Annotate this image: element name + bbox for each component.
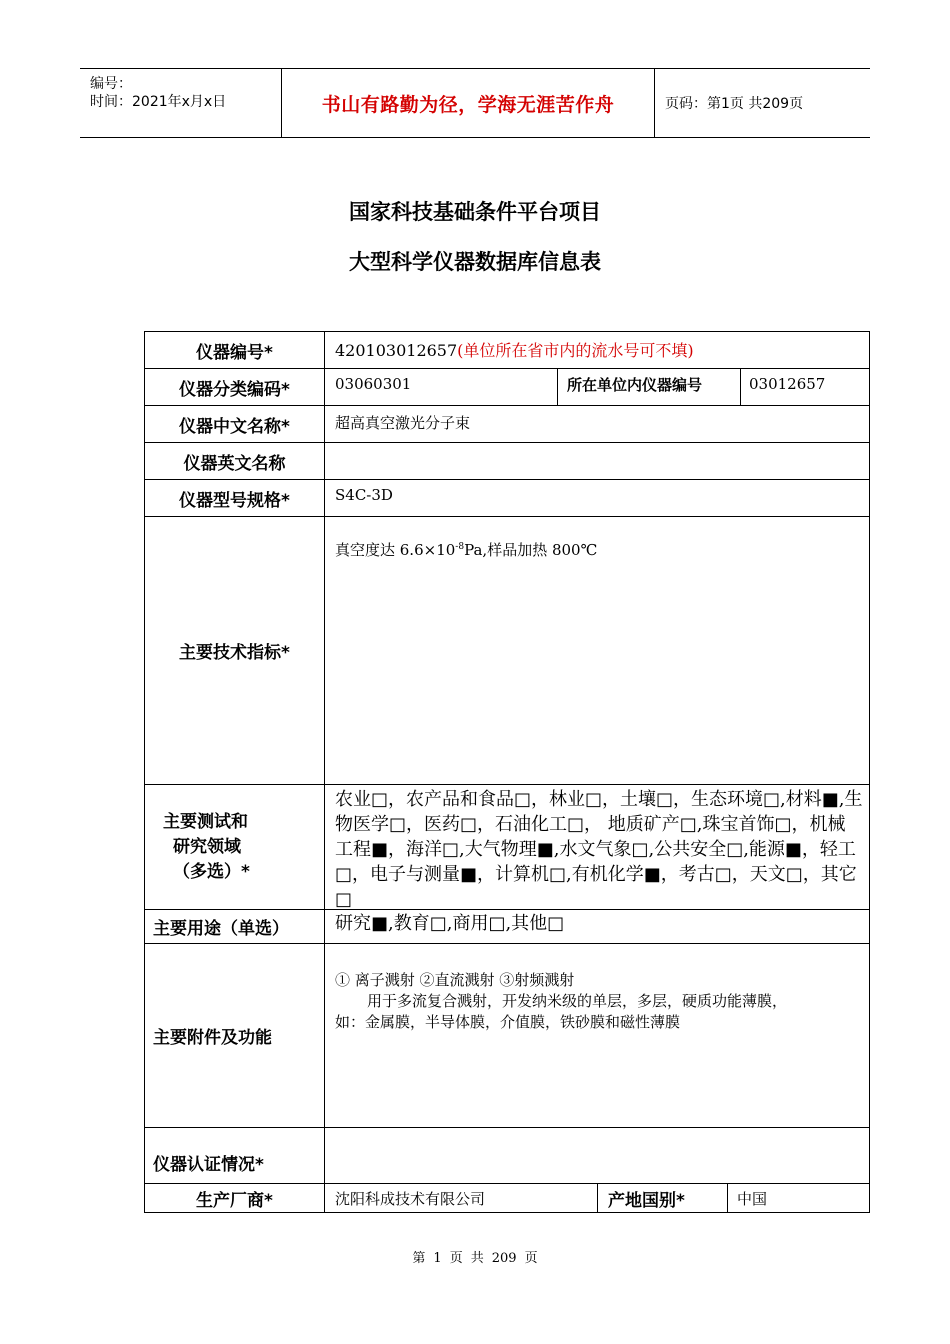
usage-label: 主要用途（单选） <box>145 910 325 943</box>
instrument-number-label: 仪器编号* <box>145 332 325 368</box>
unit-number-cell <box>740 369 869 405</box>
model-value: S4C-3D <box>335 486 393 504</box>
fields-label-line2: 研究领域 <box>173 836 241 857</box>
footer-page: 1 <box>433 1251 442 1266</box>
cn-name-label: 仪器中文名称* <box>145 406 325 442</box>
instrument-number-cell <box>325 332 694 361</box>
en-name-value <box>325 443 335 449</box>
fields-value: 农业□，农产品和食品□，林业□，土壤□，生态环境□,材料■,生物医学□，医药□，石油化工□， 地质矿产□,珠宝首饰□，机械工程■，海洋□,大气物理■,水文气象□,公共安全□,能源■，轻工□，电子与测量■，计算机□,有机化学■，考古□，天文□，其它□ <box>335 789 863 910</box>
unit-number-label-cell <box>557 369 740 405</box>
fields-label <box>145 785 325 909</box>
footer-word-1: 第 <box>412 1251 426 1266</box>
instrument-number-value: 420103012657 <box>335 341 458 360</box>
usage-value: 研究■,教育□,商用□,其他□ <box>335 913 565 934</box>
footer-word-3: 共 <box>470 1251 484 1266</box>
model-label: 仪器型号规格* <box>145 480 325 516</box>
title-line-2: 大型科学仪器数据库信息表 <box>349 250 601 274</box>
accessories-line2: 用于多流复合溅射，开发纳米级的单层，多层，硬质功能薄膜， <box>367 992 788 1010</box>
row-cn-name <box>145 406 869 443</box>
country-label-cell <box>597 1184 727 1212</box>
manufacturer-label: 生产厂商* <box>145 1184 325 1212</box>
info-table <box>144 331 870 1213</box>
document-header <box>80 68 870 138</box>
row-usage <box>145 910 869 944</box>
accessories-value <box>325 944 869 1033</box>
accessories-line1: ① 离子溅射 ②直流溅射 ③射频溅射 <box>335 971 575 989</box>
row-manufacturer <box>145 1184 869 1212</box>
row-model <box>145 480 869 517</box>
row-certification <box>145 1128 869 1184</box>
unit-number-label: 所在单位内仪器编号 <box>567 376 703 394</box>
instrument-number-note: (单位所在省市内的流水号可不填) <box>457 341 694 360</box>
title-line-1: 国家科技基础条件平台项目 <box>349 200 601 224</box>
date-line: 时间：2021年x月x日 <box>90 94 227 110</box>
cn-name-value: 超高真空激光分子束 <box>335 414 471 432</box>
en-name-label: 仪器英文名称 <box>145 443 325 479</box>
page-footer <box>0 1247 950 1266</box>
specs-label: 主要技术指标* <box>145 517 325 784</box>
row-fields <box>145 785 869 910</box>
certification-label: 仪器认证情况* <box>145 1128 325 1183</box>
specs-value-prefix: 真空度达 6.6×10 <box>335 541 456 559</box>
country-label: 产地国别* <box>608 1191 685 1211</box>
row-category-code <box>145 369 869 406</box>
row-en-name <box>145 443 869 480</box>
row-specs <box>145 517 869 785</box>
accessories-label: 主要附件及功能 <box>145 944 325 1127</box>
country-value: 中国 <box>737 1190 768 1208</box>
specs-value-suffix: Pa,样品加热 800℃ <box>464 541 598 559</box>
number-label: 编号： <box>90 76 132 92</box>
footer-word-2: 页 <box>449 1251 463 1266</box>
country-cell <box>727 1184 869 1212</box>
manufacturer-value: 沈阳科成技术有限公司 <box>335 1190 486 1208</box>
page-info: 页码：第1页 共209页 <box>665 96 804 112</box>
specs-value-exp: -8 <box>455 542 465 552</box>
category-code-label: 仪器分类编码* <box>145 369 325 405</box>
footer-word-4: 页 <box>524 1251 538 1266</box>
row-instrument-number <box>145 332 869 369</box>
specs-value <box>325 517 597 560</box>
fields-label-line3: （多选）* <box>173 861 250 882</box>
header-page-cell <box>655 69 870 137</box>
category-code-value: 03060301 <box>335 375 412 393</box>
header-motto-cell <box>282 69 655 137</box>
header-meta-cell <box>80 69 282 137</box>
accessories-line3: 如：金属膜，半导体膜，介值膜，铁砂膜和磁性薄膜 <box>335 1013 681 1031</box>
row-accessories <box>145 944 869 1128</box>
fields-label-line1: 主要测试和 <box>163 811 248 832</box>
footer-total: 209 <box>491 1251 517 1266</box>
certification-value <box>325 1128 335 1134</box>
unit-number-value: 03012657 <box>749 375 826 393</box>
motto-text: 书山有路勤为径，学海无涯苦作舟 <box>321 93 615 116</box>
